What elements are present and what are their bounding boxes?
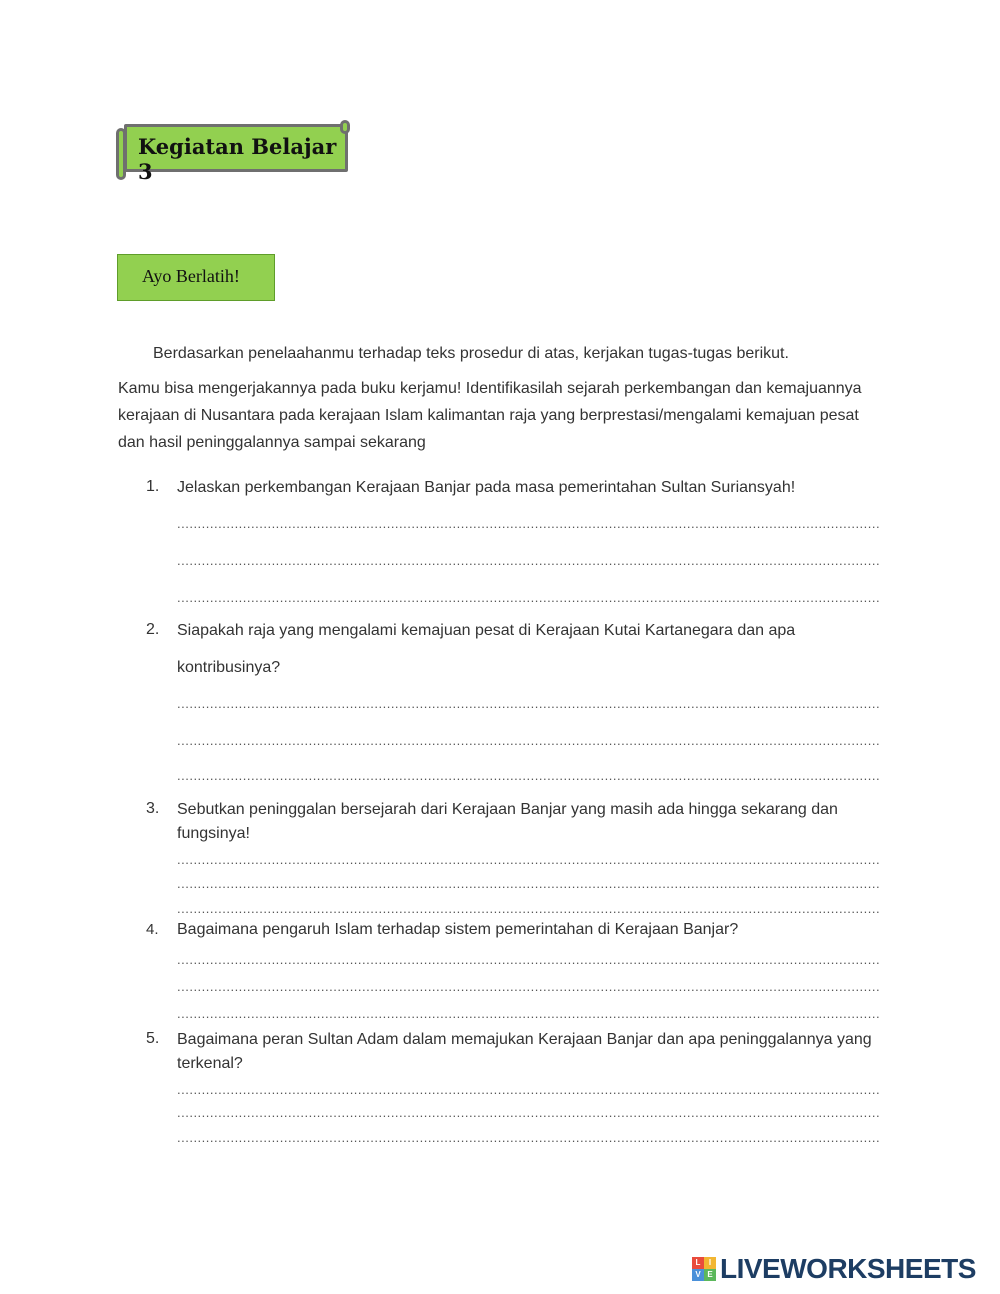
answer-line[interactable] (177, 979, 881, 993)
answer-line[interactable] (177, 876, 881, 890)
question-text: Bagaimana peran Sultan Adam dalam memajukan Kerajaan Banjar dan apa peninggalannya yang terkenal? (177, 1031, 872, 1072)
question-number: 4. (146, 921, 159, 938)
logo-letter: L (692, 1257, 704, 1269)
answer-line[interactable] (177, 696, 881, 710)
logo-letter: E (704, 1269, 716, 1281)
question-number: 2. (146, 621, 160, 638)
question-text: Jelaskan perkembangan Kerajaan Banjar pada masa pemerintahan Sultan Suriansyah! (177, 479, 796, 496)
title-banner (116, 124, 350, 184)
question-text: Sebutkan peninggalan bersejarah dari Kerajaan Banjar yang masih ada hingga sekarang dan fungsinya! (177, 801, 838, 842)
answer-line[interactable] (177, 1130, 881, 1144)
answer-line[interactable] (177, 901, 881, 915)
logo-text: LIVEWORKSHEETS (720, 1253, 976, 1284)
logo-mark-icon (692, 1257, 716, 1281)
answer-line[interactable] (177, 733, 881, 747)
logo-letter: V (692, 1269, 704, 1281)
answer-line[interactable] (177, 516, 881, 530)
liveworksheets-logo (692, 1254, 976, 1284)
question-text: Bagaimana pengaruh Islam terhadap sistem pemerintahan di Kerajaan Banjar? (177, 921, 739, 938)
answer-line[interactable] (177, 590, 881, 604)
answer-line[interactable] (177, 1105, 881, 1119)
answer-line[interactable] (177, 852, 881, 866)
answer-line[interactable] (177, 952, 881, 966)
question-text: Siapakah raja yang mengalami kemajuan pesat di Kerajaan Kutai Kartanegara dan apa (177, 622, 796, 639)
page-title: Kegiatan Belajar 3 (138, 134, 337, 184)
logo-letter: I (704, 1257, 716, 1269)
question-number: 3. (146, 800, 160, 817)
answer-line[interactable] (177, 1006, 881, 1020)
question-number: 5. (146, 1030, 160, 1047)
section-label: Ayo Berlatih! (142, 266, 240, 286)
answer-line[interactable] (177, 1082, 881, 1096)
intro-paragraph-1: Berdasarkan penelaahanmu terhadap teks prosedur di atas, kerjakan tugas-tugas berikut. (153, 345, 789, 362)
answer-line[interactable] (177, 768, 881, 782)
section-label-box (117, 254, 275, 301)
answer-line[interactable] (177, 553, 881, 567)
question-number: 1. (146, 478, 160, 495)
scroll-curl-right (340, 120, 350, 134)
intro-paragraph-2: Kamu bisa mengerjakannya pada buku kerjamu! Identifikasilah sejarah perkembangan dan kemajuannya kerajaan di Nusantara pada kerajaan Islam kalimantan raja yang berprestasi/mengalami kemajuan pesat dan hasil peninggalannya sampai sekarang (118, 380, 862, 451)
question-text-continued: kontribusinya? (177, 659, 281, 676)
